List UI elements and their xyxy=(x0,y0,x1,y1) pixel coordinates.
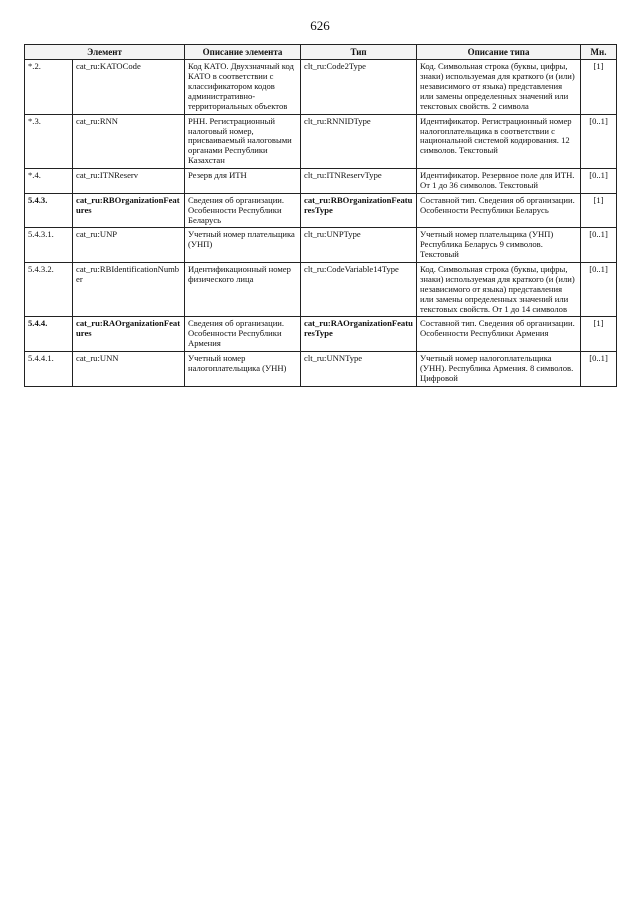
element-name: cat_ru:RAOrganizationFeatures xyxy=(73,317,185,352)
type-name: clt_ru:UNPType xyxy=(301,228,417,263)
type-description: Идентификатор. Резервное поле для ИТН. От 1 до 36 символов. Текстовый xyxy=(417,169,581,194)
element-description: Сведения об организации. Особенности Республики Армения xyxy=(185,317,301,352)
table-row xyxy=(25,263,617,317)
element-number: *.3. xyxy=(25,114,73,168)
type-name: clt_ru:UNNType xyxy=(301,352,417,387)
element-number: 5.4.3.2. xyxy=(25,263,73,317)
type-description: Составной тип. Сведения об организации. Особенности Республики Беларусь xyxy=(417,193,581,228)
element-description: РНН. Регистрационный налоговый номер, присваиваемый налоговыми органами Республики Казахстан xyxy=(185,114,301,168)
type-name: clt_ru:CodeVariable14Type xyxy=(301,263,417,317)
type-description: Составной тип. Сведения об организации. Особенности Республики Армения xyxy=(417,317,581,352)
header-element-description: Описание элемента xyxy=(185,45,301,60)
element-name: cat_ru:RBIdentificationNumber xyxy=(73,263,185,317)
element-name: cat_ru:ITNReserv xyxy=(73,169,185,194)
type-name: clt_ru:Code2Type xyxy=(301,60,417,114)
type-description: Код. Символьная строка (буквы, цифры, знаки) используемая для краткого (и (или) независимого от языка) представления или замены определенных значений или текстовых свойств. 2 символа xyxy=(417,60,581,114)
table-row xyxy=(25,228,617,263)
type-name: cat_ru:RBOrganizationFeaturesType xyxy=(301,193,417,228)
element-name: cat_ru:RNN xyxy=(73,114,185,168)
type-description: Учетный номер налогоплательщика (УНН). Республика Армения. 8 символов. Цифровой xyxy=(417,352,581,387)
table-row xyxy=(25,114,617,168)
type-name: clt_ru:ITNReservType xyxy=(301,169,417,194)
type-name: cat_ru:RAOrganizationFeaturesType xyxy=(301,317,417,352)
header-type-description: Описание типа xyxy=(417,45,581,60)
element-description: Код КАТО. Двухзначный код КАТО в соответствии с классификатором кодов административно-территориальных объектов xyxy=(185,60,301,114)
multiplicity: [0..1] xyxy=(581,352,617,387)
multiplicity: [0..1] xyxy=(581,114,617,168)
specification-table xyxy=(24,44,617,387)
header-type: Тип xyxy=(301,45,417,60)
element-description: Учетный номер налогоплательщика (УНН) xyxy=(185,352,301,387)
table-row xyxy=(25,193,617,228)
header-multiplicity: Мн. xyxy=(581,45,617,60)
multiplicity: [0..1] xyxy=(581,263,617,317)
multiplicity: [0..1] xyxy=(581,169,617,194)
header-element: Элемент xyxy=(25,45,185,60)
table-body xyxy=(25,60,617,386)
element-description: Резерв для ИТН xyxy=(185,169,301,194)
element-number: 5.4.4.1. xyxy=(25,352,73,387)
multiplicity: [0..1] xyxy=(581,228,617,263)
element-number: *.2. xyxy=(25,60,73,114)
element-description: Учетный номер плательщика (УНП) xyxy=(185,228,301,263)
element-number: 5.4.3.1. xyxy=(25,228,73,263)
element-number: 5.4.4. xyxy=(25,317,73,352)
type-description: Код. Символьная строка (буквы, цифры, знаки) используемая для краткого (и (или) независимого от языка) представления или замены определенных значений или текстовых свойств. От 1 до 14 символов xyxy=(417,263,581,317)
page-number: 626 xyxy=(310,18,330,33)
element-name: cat_ru:UNN xyxy=(73,352,185,387)
element-description: Сведения об организации. Особенности Республики Беларусь xyxy=(185,193,301,228)
element-number: *.4. xyxy=(25,169,73,194)
element-number: 5.4.3. xyxy=(25,193,73,228)
table-row xyxy=(25,60,617,114)
element-description: Идентификационный номер физического лица xyxy=(185,263,301,317)
table-row xyxy=(25,317,617,352)
multiplicity: [1] xyxy=(581,60,617,114)
element-name: cat_ru:KATOCode xyxy=(73,60,185,114)
table-row xyxy=(25,169,617,194)
type-name: clt_ru:RNNIDType xyxy=(301,114,417,168)
table-row xyxy=(25,352,617,387)
table-header-row xyxy=(25,45,617,60)
type-description: Идентификатор. Регистрационный номер налогоплательщика в соответствии с национальной системой кодирования. 12 символов. Текстовый xyxy=(417,114,581,168)
element-name: cat_ru:UNP xyxy=(73,228,185,263)
multiplicity: [1] xyxy=(581,193,617,228)
type-description: Учетный номер плательщика (УНП) Республика Беларусь 9 символов. Текстовый xyxy=(417,228,581,263)
element-name: cat_ru:RBOrganizationFeatures xyxy=(73,193,185,228)
multiplicity: [1] xyxy=(581,317,617,352)
